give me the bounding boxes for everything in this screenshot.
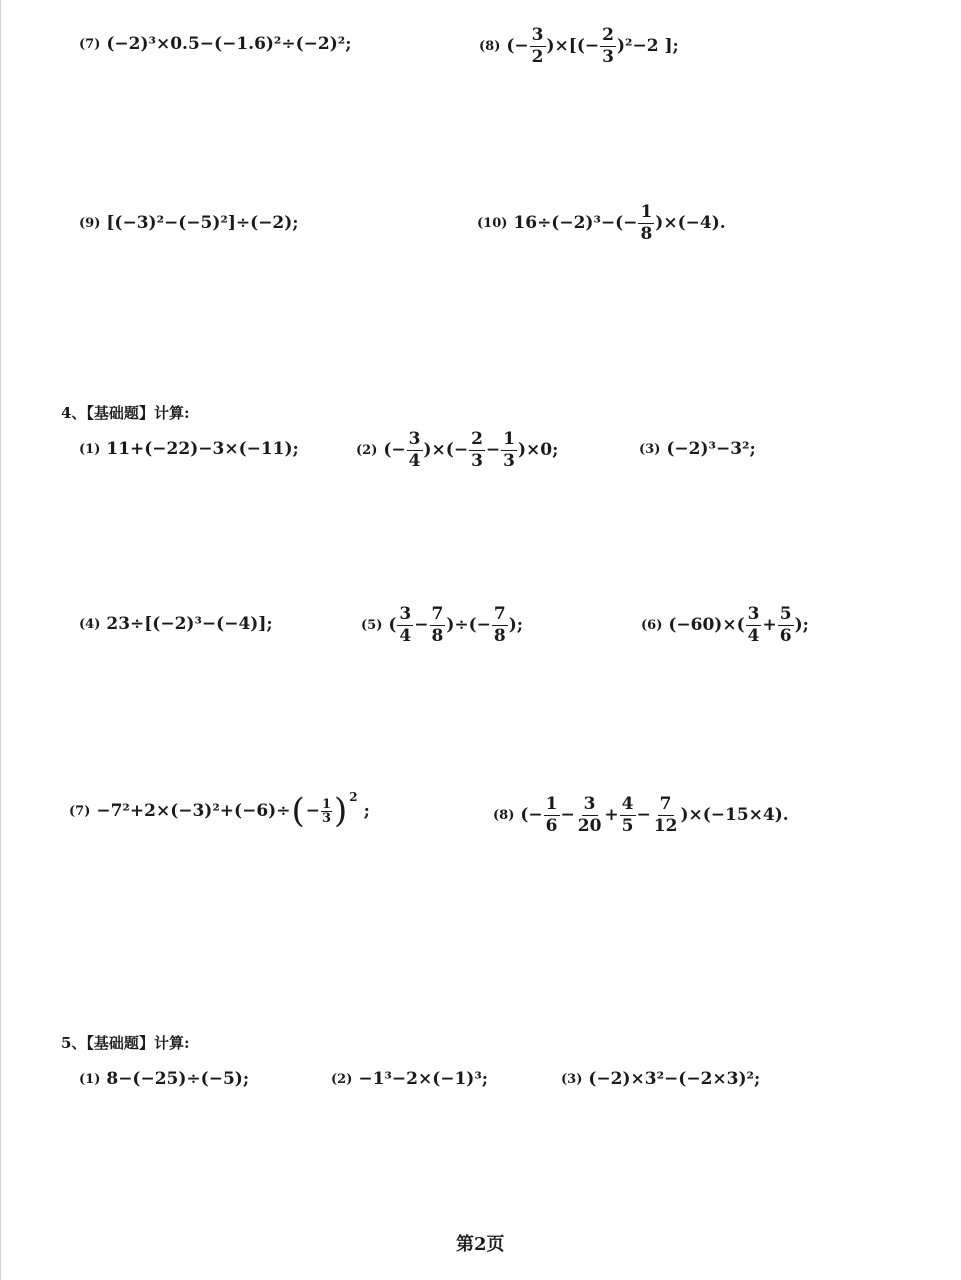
expression-part: −7²+2×(−3)²+(−6)÷ xyxy=(96,800,291,821)
fraction xyxy=(778,606,794,645)
expression-part: − xyxy=(414,615,429,635)
problem-number: (2) xyxy=(356,443,378,458)
denominator: 3 xyxy=(471,451,483,471)
numerator: 3 xyxy=(531,25,544,45)
fraction xyxy=(407,431,423,470)
minus-sign: − xyxy=(305,800,320,821)
expression-part: ); xyxy=(794,615,809,635)
numerator: 3 xyxy=(399,604,412,624)
numerator: 4 xyxy=(621,794,634,814)
denominator: 8 xyxy=(493,626,506,646)
problem-5-1 xyxy=(79,1071,249,1088)
expression-part: − xyxy=(636,805,651,825)
denominator: 12 xyxy=(653,816,678,836)
expression: 23÷[(−2)³−(−4)]; xyxy=(106,614,273,634)
denominator: 5 xyxy=(621,816,634,836)
numerator: 2 xyxy=(471,429,483,449)
problem-number: (8) xyxy=(479,39,501,54)
problem-number: (10) xyxy=(477,216,508,231)
fraction xyxy=(469,431,485,470)
numerator: 7 xyxy=(431,604,444,624)
numerator: 1 xyxy=(640,202,653,222)
numerator: 1 xyxy=(503,429,516,449)
problem-top-7 xyxy=(79,36,352,53)
expression-part: )×0; xyxy=(518,440,559,460)
numerator: 3 xyxy=(747,604,760,624)
fraction xyxy=(638,204,654,243)
problem-number: (7) xyxy=(79,37,101,52)
fraction xyxy=(544,796,560,835)
denominator: 4 xyxy=(747,626,760,646)
numerator: 2 xyxy=(602,25,614,45)
left-paren: ( xyxy=(291,791,305,831)
expression-part: (− xyxy=(383,440,406,460)
expression: (−2)×3²−(−2×3)²; xyxy=(588,1069,761,1089)
problem-4-4 xyxy=(79,616,273,633)
problem-number: (3) xyxy=(639,442,661,457)
denominator: 8 xyxy=(640,224,653,244)
expression-part: )×(−4). xyxy=(655,213,726,233)
fraction xyxy=(746,606,762,645)
denominator: 3 xyxy=(503,451,516,471)
expression-part: )×(− xyxy=(423,440,469,460)
exponent: 2 xyxy=(349,790,358,804)
fraction xyxy=(652,796,680,835)
denominator: 4 xyxy=(399,626,412,646)
section-4-heading: 4、【基础题】计算: xyxy=(61,404,190,422)
expression-part: + xyxy=(604,805,619,825)
expression-part: (− xyxy=(520,805,543,825)
problem-number: (7) xyxy=(69,803,91,819)
problem-number: (3) xyxy=(561,1072,583,1087)
expression-part: )÷(− xyxy=(446,615,491,635)
numerator: 1 xyxy=(545,794,558,814)
expression: (−2)³−3²; xyxy=(666,439,756,459)
problem-4-2 xyxy=(356,431,558,470)
problem-4-8 xyxy=(493,796,789,835)
fraction xyxy=(620,796,636,835)
problem-top-9 xyxy=(79,215,299,232)
denominator: 2 xyxy=(531,47,544,67)
expression-part: 16÷(−2)³−(− xyxy=(513,213,638,233)
numerator: 5 xyxy=(779,604,792,624)
denominator: 4 xyxy=(408,451,421,471)
denominator: 20 xyxy=(577,816,602,836)
problem-number: (6) xyxy=(641,618,663,633)
page-number: 第2页 xyxy=(456,1234,505,1255)
problem-top-10 xyxy=(477,204,726,243)
problem-4-1 xyxy=(79,441,299,458)
expression-part: (− xyxy=(506,36,529,56)
fraction xyxy=(492,606,508,645)
expression-part: ); xyxy=(508,615,524,635)
numerator: 3 xyxy=(583,794,596,814)
expression: −1³−2×(−1)³; xyxy=(358,1069,489,1089)
problem-number: (4) xyxy=(79,617,101,632)
right-paren: ) xyxy=(334,791,348,831)
expression: (−2)³×0.5−(−1.6)²÷(−2)²; xyxy=(106,34,352,54)
denominator: 6 xyxy=(779,626,792,646)
fraction xyxy=(530,27,546,66)
fraction xyxy=(397,606,413,645)
fraction xyxy=(576,796,604,835)
numerator: 3 xyxy=(408,429,421,449)
expression: [(−3)²−(−5)²]÷(−2); xyxy=(106,213,299,233)
fraction xyxy=(321,798,332,825)
problem-number: (2) xyxy=(331,1072,353,1087)
problem-top-8 xyxy=(479,27,679,66)
problem-number: (1) xyxy=(79,1072,101,1087)
expression-part: − xyxy=(560,805,575,825)
expression: 11+(−22)−3×(−11); xyxy=(106,439,299,459)
problem-4-3 xyxy=(639,441,756,458)
expression-part: )×(−15×4). xyxy=(680,805,789,825)
denominator: 3 xyxy=(602,47,614,67)
numerator: 1 xyxy=(321,796,332,812)
problem-4-7 xyxy=(69,790,370,831)
expression-part: (−60)×( xyxy=(668,615,745,635)
expression-part: − xyxy=(485,440,501,460)
numerator: 7 xyxy=(493,604,506,624)
problem-number: (8) xyxy=(493,808,515,823)
expression-part: + xyxy=(762,615,777,635)
numerator: 7 xyxy=(659,794,672,814)
expression-part: )²−2 ]; xyxy=(616,36,679,56)
fraction xyxy=(600,27,616,66)
section-5-heading: 5、【基础题】计算: xyxy=(61,1034,190,1052)
problem-5-3 xyxy=(561,1071,760,1088)
problem-number: (9) xyxy=(79,216,101,231)
problem-4-6 xyxy=(641,606,809,645)
expression: 8−(−25)÷(−5); xyxy=(106,1069,250,1089)
denominator: 8 xyxy=(431,626,444,646)
fraction xyxy=(501,431,517,470)
problem-number: (5) xyxy=(361,618,383,633)
denominator: 3 xyxy=(321,810,332,826)
problem-number: (1) xyxy=(79,442,101,457)
expression-part: ( xyxy=(388,615,397,635)
expression-part: )×[(− xyxy=(546,36,600,56)
denominator: 6 xyxy=(545,816,558,836)
expression-part: ; xyxy=(363,800,370,821)
problem-4-5 xyxy=(361,606,523,645)
fraction xyxy=(430,606,446,645)
problem-5-2 xyxy=(331,1071,488,1088)
